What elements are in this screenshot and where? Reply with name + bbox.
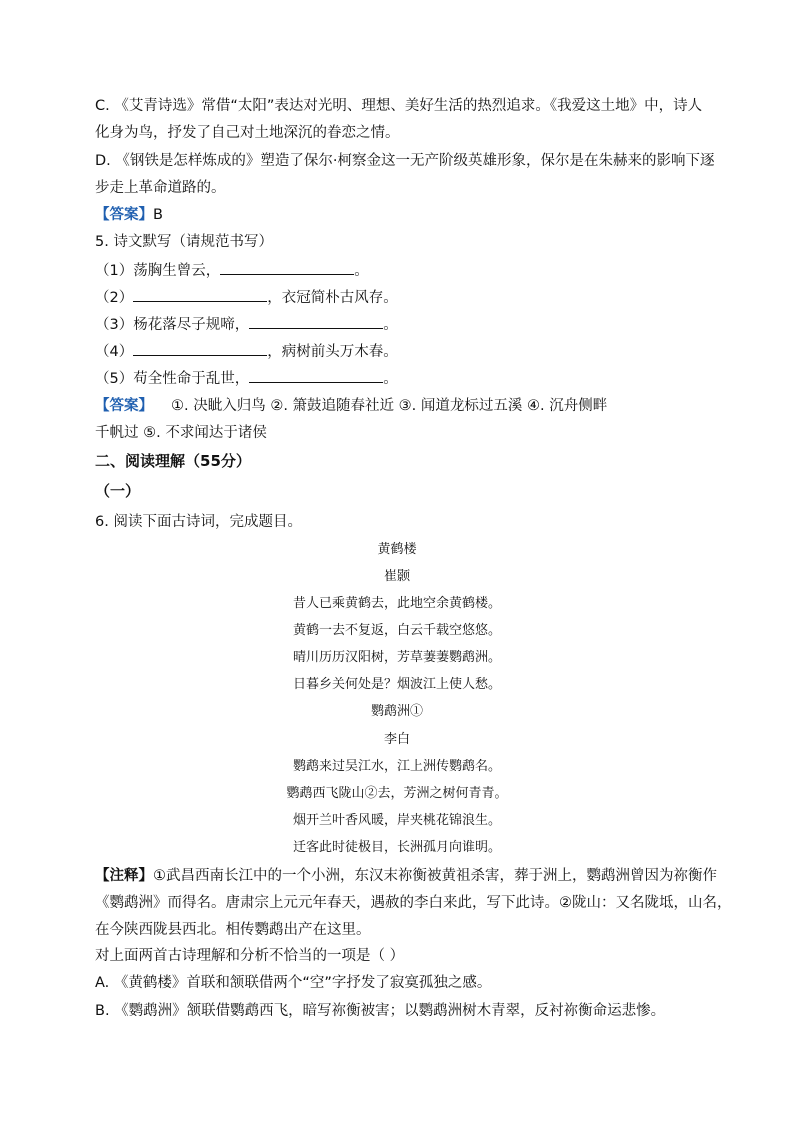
fill-blank — [220, 260, 354, 275]
q5-item-suffix: ，病树前头万木春。 — [267, 344, 398, 360]
q5-answer-line-1 — [95, 396, 607, 416]
poem2-line: 迁客此时徒极目，长洲孤月向谁明。 — [292, 840, 501, 855]
fill-blank — [133, 341, 267, 356]
answer-value: B — [153, 207, 163, 223]
q5-item-2 — [95, 287, 398, 308]
q5-item-prefix: （4） — [95, 344, 134, 360]
q5-item-5 — [95, 368, 398, 389]
q6-option-b: B. 《鹦鹉洲》颔联借鹦鹉西飞，暗写祢衡被害；以鹦鹉洲树木青翠，反衬祢衡命运悲惨。 — [95, 1003, 666, 1019]
q5-item-prefix: （2） — [95, 290, 134, 306]
poem2-line: 鹦鹉来过吴江水，江上洲传鹦鹉名。 — [292, 759, 501, 774]
q5-item-suffix: ，衣冠简朴古风存。 — [267, 290, 398, 306]
poem1-line: 黄鹤一去不复返，白云千载空悠悠。 — [292, 623, 501, 638]
poem1-line: 晴川历历汉阳树，芳草萋萋鹦鹉洲。 — [292, 650, 501, 665]
q5-title: 5. 诗文默写（请规范书写） — [95, 234, 273, 250]
answer-tag: 【答案】 — [95, 398, 153, 414]
option-c-line-2: 化身为鸟，抒发了自己对土地深沉的眷恋之情。 — [95, 125, 400, 141]
q6-prompt: 6. 阅读下面古诗词，完成题目。 — [95, 514, 302, 530]
poem1-line: 昔人已乘黄鹤去，此地空余黄鹤楼。 — [292, 596, 501, 611]
poem1-line: 日暮乡关何处是？烟波江上使人愁。 — [292, 677, 501, 692]
poem2-line: 鹦鹉西飞陇山②去，芳洲之树何青青。 — [286, 786, 508, 801]
q6-option-a: A. 《黄鹤楼》首联和颔联借两个“空”字抒发了寂寞孤独之感。 — [95, 975, 492, 991]
q5-item-suffix: 。 — [383, 317, 398, 333]
note-line-3: 在今陕西陇县西北。相传鹦鹉出产在这里。 — [95, 922, 371, 938]
fill-blank — [249, 314, 383, 329]
poem2-author: 李白 — [383, 732, 410, 747]
q5-item-prefix: （1）荡胸生曾云， — [95, 263, 221, 279]
section-heading: 二、阅读理解（55分） — [95, 452, 251, 470]
note-line-1 — [95, 866, 717, 886]
poem1-title: 黄鹤楼 — [377, 542, 417, 557]
subsection-heading: （一） — [95, 482, 141, 500]
q6-question: 对上面两首古诗理解和分析不恰当的一项是（ ） — [95, 948, 405, 964]
q5-item-1 — [95, 260, 369, 281]
fill-blank — [249, 368, 383, 383]
note-line-2: 《鹦鹉洲》而得名。唐肃宗上元元年春天，遇赦的李白来此，写下此诗。②陇山：又名陇坻，山名， — [95, 895, 732, 911]
poem2-title: 鹦鹉洲① — [370, 704, 423, 719]
poem1-author: 崔颢 — [383, 569, 410, 584]
note-text-1: ①武昌西南长江中的一个小洲，东汉末祢衡被黄祖杀害，葬于洲上，鹦鹉洲曾因为祢衡作 — [153, 868, 717, 884]
q5-answer-text-1: ①. 决眦入归鸟 ②. 箫鼓追随春社近 ③. 闻道龙标过五溪 ④. 沉舟侧畔 — [171, 398, 608, 414]
q5-item-4 — [95, 341, 398, 362]
q5-answer-line-2: 千帆过 ⑤. 不求闻达于诸侯 — [95, 425, 267, 441]
q5-item-suffix: 。 — [383, 371, 398, 387]
option-d-line-2: 步走上革命道路的。 — [95, 180, 226, 196]
option-d-line-1: D. 《钢铁是怎样炼成的》塑造了保尔·柯察金这一无产阶级英雄形象，保尔是在朱赫来的影响下逐 — [95, 153, 715, 169]
q5-item-suffix: 。 — [354, 263, 369, 279]
q5-item-3 — [95, 314, 398, 335]
q4-answer — [95, 205, 163, 225]
note-tag: 【注释】 — [95, 868, 153, 884]
answer-tag: 【答案】 — [95, 207, 153, 223]
q5-item-prefix: （5）苟全性命于乱世， — [95, 371, 250, 387]
q5-item-prefix: （3）杨花落尽子规啼， — [95, 317, 250, 333]
fill-blank — [133, 287, 267, 302]
option-c-line-1: C. 《艾青诗选》常借“太阳”表达对光明、理想、美好生活的热烈追求。《我爱这土地》中，诗人 — [95, 98, 703, 114]
poem2-line: 烟开兰叶香风暖，岸夹桃花锦浪生。 — [292, 813, 501, 828]
